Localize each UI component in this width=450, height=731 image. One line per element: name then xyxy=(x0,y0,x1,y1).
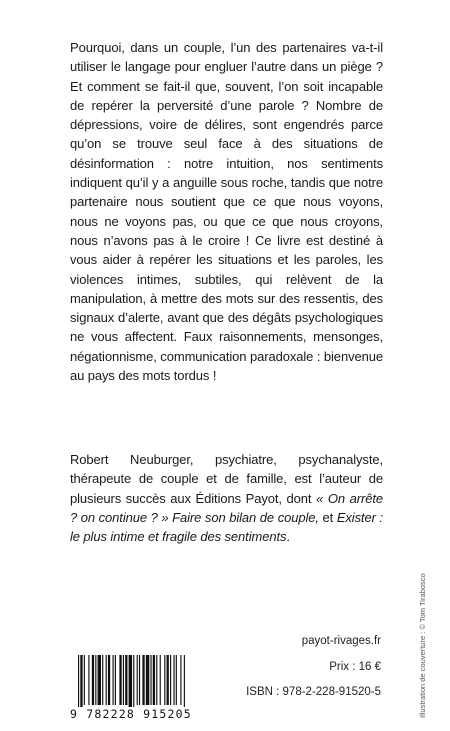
blurb-text: Pourquoi, dans un couple, l’un des partenaires va-t-il utiliser le langage pour engluer l’autre dans un piège ? Et comment se fait-il que, souvent, l’on soit incapable de repérer la perversité d’une parole ? Nombre de dépressions, voire de délires, sont engendrés parce qu’on se trouve seul face à des situations de désinformation : notre intuition, nos sentiments indiquent qu’il y a anguille sous roche, tandis que notre partenaire nous soutient que ce que nous voyons, nous ne voyons pas, ou que ce que nous croyons, nous n’avons pas à le croire ! Ce livre est destiné à vous aider à repérer les situations et les paroles, les violences intimes, subtiles, qui relèvent de la manipulation, à mettre des mots sur des ressentis, des signaux d’alerte, avant que des dégâts psychologiques ne vous affectent. Faux raisonnements, mensonges, négationnisme, communication paradoxale : bienvenue au pays des mots tordus ! xyxy=(70,40,383,384)
barcode-number: 9 782228 915205 xyxy=(70,707,230,721)
illustration-credit: Illustration de couverture : © Tom Tirabosco xyxy=(418,573,427,718)
publisher-url: payot-rivages.fr xyxy=(301,635,381,647)
bio-title-2: Faire son bilan de couple, xyxy=(172,509,319,525)
bio-intro: Robert Neuburger, psychiatre, psychanalyste, thérapeute de couple et de famille, est l’auteur de plusieurs succès aux Éditions Payot, dont xyxy=(70,452,383,506)
author-bio: Robert Neuburger, psychiatre, psychanalyste, thérapeute de couple et de famille, est l’auteur de plusieurs succès aux Éditions Payot, dont « On arrête ? on continue ? » Faire son bilan de couple, et Exister : le plus intime et fragile des sentiments. xyxy=(70,452,384,545)
isbn: ISBN : 978-2-228-91520-5 xyxy=(246,686,381,698)
price: Prix : 16 € xyxy=(329,661,381,673)
bio-title-1: « On arrête ? on continue ? » xyxy=(70,490,384,525)
bio-title-3: Exister : le plus intime et fragile des sentiments xyxy=(70,509,383,545)
